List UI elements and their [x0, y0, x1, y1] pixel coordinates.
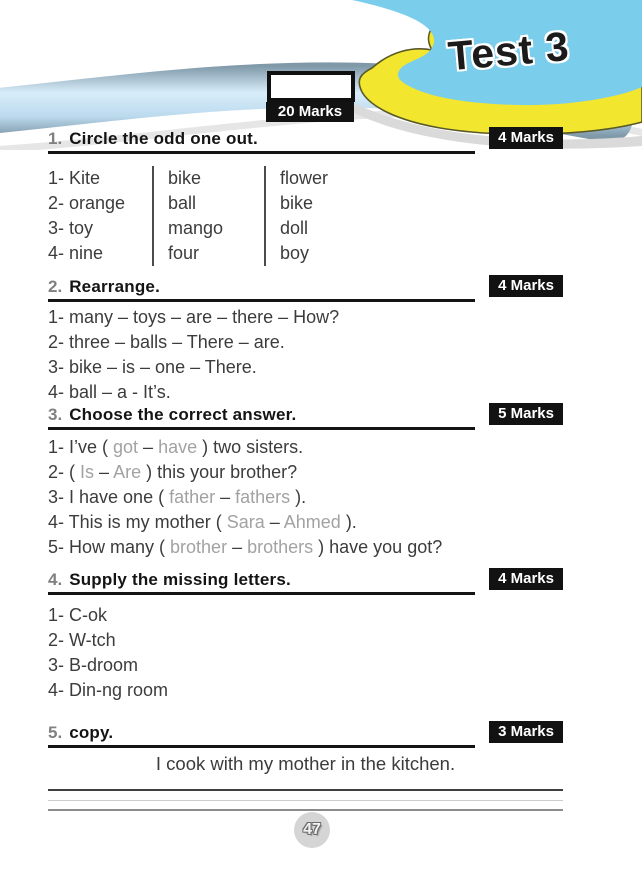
writing-line-1	[48, 789, 563, 791]
section-title: copy.	[69, 723, 114, 742]
section-5-header	[48, 723, 563, 748]
sentence-text: ) two sisters.	[197, 437, 304, 457]
odd-one-out-cell: bike	[152, 166, 264, 191]
answer-option: Is	[80, 462, 95, 482]
sentence-text: –	[264, 512, 284, 532]
odd-one-out-cell: 1- Kite	[48, 168, 101, 188]
answer-option: got	[113, 437, 139, 457]
sentence-text: –	[215, 487, 236, 507]
choose-answer-list	[48, 435, 563, 560]
writing-line-2	[48, 800, 563, 801]
odd-one-out-table	[48, 166, 563, 266]
list-item	[48, 460, 563, 485]
list-item: 1- C-ok	[48, 605, 108, 625]
section-title: Choose the correct answer.	[69, 405, 297, 424]
sentence-text: ).	[290, 487, 307, 507]
answer-option: Are	[113, 462, 142, 482]
section-title: Circle the odd one out.	[69, 129, 258, 148]
section-number: 1.	[48, 129, 63, 148]
sentence-text: –	[227, 537, 248, 557]
total-marks-badge: 20 Marks	[266, 102, 354, 122]
odd-one-out-cell: 4- nine	[48, 243, 104, 263]
sentence-text: ) have you got?	[313, 537, 443, 557]
odd-one-out-cell: doll	[264, 216, 563, 241]
answer-option: fathers	[235, 487, 291, 507]
marks-badge: 4 Marks	[489, 275, 563, 297]
score-box	[267, 71, 355, 102]
list-item: 3- bike – is – one – There.	[48, 357, 257, 377]
section-number: 5.	[48, 723, 63, 742]
list-item: 3- B-droom	[48, 655, 139, 675]
sentence-text: 4- This is my mother (	[48, 512, 227, 532]
odd-one-out-cell: flower	[264, 166, 563, 191]
section-4-header	[48, 570, 563, 595]
odd-one-out-cell: boy	[264, 241, 563, 266]
answer-option: brother	[170, 537, 228, 557]
answer-option: Ahmed	[283, 512, 341, 532]
section-title: Rearrange.	[69, 277, 161, 296]
list-item: 1- many – toys – are – there – How?	[48, 307, 340, 327]
sentence-text: ).	[340, 512, 357, 532]
sentence-text: 1- I’ve (	[48, 437, 114, 457]
sentence-text: –	[94, 462, 114, 482]
copy-sentence: I cook with my mother in the kitchen.	[155, 753, 456, 774]
sentence-text: 5- How many (	[48, 537, 171, 557]
missing-letters-list	[48, 603, 563, 703]
page-number-badge: 47	[294, 812, 330, 848]
answer-option: brothers	[247, 537, 314, 557]
sentence-text: 3- I have one (	[48, 487, 170, 507]
list-item: 2- W-tch	[48, 630, 116, 650]
list-item: 4- Din-ng room	[48, 680, 169, 700]
list-item	[48, 510, 563, 535]
section-number: 4.	[48, 570, 63, 589]
list-item	[48, 535, 563, 560]
worksheet-content	[48, 129, 563, 811]
test-title: Test 3	[446, 22, 572, 80]
section-number: 2.	[48, 277, 63, 296]
marks-badge: 5 Marks	[489, 403, 563, 425]
marks-badge: 4 Marks	[489, 568, 563, 590]
odd-one-out-cell: ball	[152, 191, 264, 216]
list-item: 2- three – balls – There – are.	[48, 332, 285, 352]
odd-one-out-cell: 2- orange	[48, 193, 126, 213]
marks-badge: 4 Marks	[489, 127, 563, 149]
writing-lines	[48, 789, 563, 811]
sentence-text: 2- (	[48, 462, 81, 482]
odd-one-out-cell: four	[152, 241, 264, 266]
sentence-text: ) this your brother?	[141, 462, 298, 482]
section-2-header	[48, 277, 563, 302]
list-item	[48, 485, 563, 510]
section-3-header	[48, 405, 563, 430]
marks-badge: 3 Marks	[489, 721, 563, 743]
odd-one-out-cell: bike	[264, 191, 563, 216]
answer-option: Sara	[226, 512, 265, 532]
section-number: 3.	[48, 405, 63, 424]
list-item	[48, 435, 563, 460]
list-item: 4- ball – a - It’s.	[48, 382, 171, 402]
odd-one-out-cell: 3- toy	[48, 218, 94, 238]
writing-line-3	[48, 809, 563, 811]
section-1-header	[48, 129, 563, 154]
answer-option: father	[169, 487, 216, 507]
rearrange-list	[48, 305, 563, 405]
sentence-text: –	[138, 437, 159, 457]
section-title: Supply the missing letters.	[69, 570, 291, 589]
answer-option: have	[158, 437, 198, 457]
odd-one-out-cell: mango	[152, 216, 264, 241]
